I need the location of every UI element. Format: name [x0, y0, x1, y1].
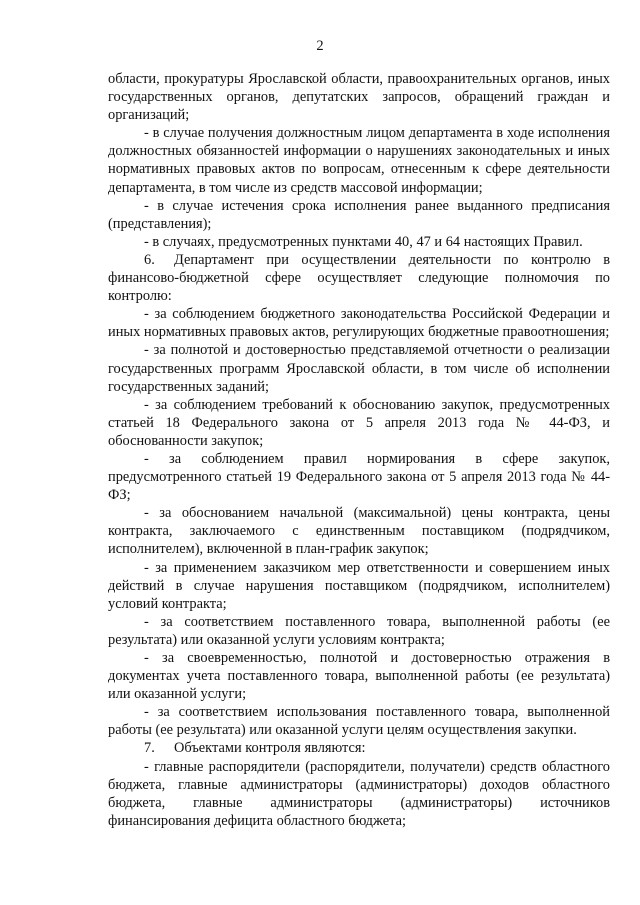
paragraph: [108, 124, 610, 196]
page-number: 2: [316, 38, 324, 54]
paragraph: [108, 758, 610, 830]
paragraph-text: Объектами контроля являются:: [174, 740, 366, 757]
paragraph-number: 6.: [144, 251, 155, 268]
paragraph-text: - за применением заказчиком мер ответственности и совершением иных действий в случае нарушения поставщиком (подрядчиком, исполнителем) условий контракта;: [108, 559, 610, 612]
paragraph-text: - за своевременностью, полнотой и достоверностью отражения в документах учета поставленного товара, выполненной работы (ее результата) или оказанной услуги;: [108, 650, 610, 703]
paragraph-text: Департамент при осуществлении деятельности по контролю в финансово-бюджетной сфере осуществляет следующие полномочия по контролю:: [108, 251, 610, 305]
paragraph: [108, 70, 610, 124]
paragraph: [108, 233, 610, 251]
paragraph-number: 7.: [144, 740, 155, 757]
paragraph-text: - за соответствием поставленного товара, выполненной работы (ее результата) или оказанной услуги условиям контракта;: [108, 613, 610, 648]
paragraph-text: - главные распорядители (распорядители, получатели) средств областного бюджета, главные администраторы (администраторы) доходов областного бюджета, главные администраторы (администраторы) источников финансирования дефицита областного бюджета;: [108, 758, 610, 829]
paragraph-text: - за обоснованием начальной (максимальной) цены контракта, цены контракта, заключаемого с единственным поставщиком (подрядчиком, исполнителем), включенной в план-график закупок;: [108, 505, 610, 558]
paragraph-text: - за соответствием использования поставленного товара, выполненной работы (ее результата) или оказанной услуги целям осуществления закупки.: [108, 704, 610, 739]
paragraph: [108, 450, 610, 504]
paragraph: [108, 649, 610, 703]
paragraph-text: - за полнотой и достоверностью представляемой отчетности о реализации государственных программ Ярославской области, в том числе об исполнении государственных заданий;: [108, 342, 610, 395]
paragraph-text: - за соблюдением правил нормирования в сфере закупок, предусмотренного статьей 19 Федерального закона от 5 апреля 2013 года № 44-ФЗ;: [108, 450, 610, 504]
paragraph: [108, 504, 610, 558]
paragraph: [108, 396, 610, 450]
paragraph: [108, 559, 610, 613]
numbered-paragraph: [108, 251, 610, 305]
paragraph: [108, 197, 610, 233]
paragraph: [108, 703, 610, 739]
paragraph: [108, 613, 610, 649]
paragraph: [108, 305, 610, 341]
paragraph-text: - за соблюдением бюджетного законодательства Российской Федерации и иных нормативных правовых актов, регулирующих бюджетные правоотношения;: [108, 306, 610, 341]
paragraph: [108, 341, 610, 395]
numbered-paragraph: [108, 739, 610, 757]
paragraph-text: области, прокуратуры Ярославской области, правоохранительных органов, иных государственных органов, депутатских запросов, обращений граждан и организаций;: [108, 71, 610, 124]
document-body: [108, 70, 610, 830]
paragraph-text: - в случае истечения срока исполнения ранее выданного предписания (представления);: [108, 197, 610, 232]
paragraph-text: - в случаях, предусмотренных пунктами 40, 47 и 64 настоящих Правил.: [144, 233, 583, 250]
paragraph-text: - в случае получения должностным лицом департамента в ходе исполнения должностных обязанностей информации о нарушениях законодательных и иных нормативных правовых актов по вопросам, отнесенным к сфере деятельности департамента, в том числе из средств массовой информации;: [108, 125, 610, 196]
paragraph-text: - за соблюдением требований к обоснованию закупок, предусмотренных статьей 18 Федерального закона от 5 апреля 2013 года № 44-ФЗ, и обоснованности закупок;: [108, 396, 610, 449]
